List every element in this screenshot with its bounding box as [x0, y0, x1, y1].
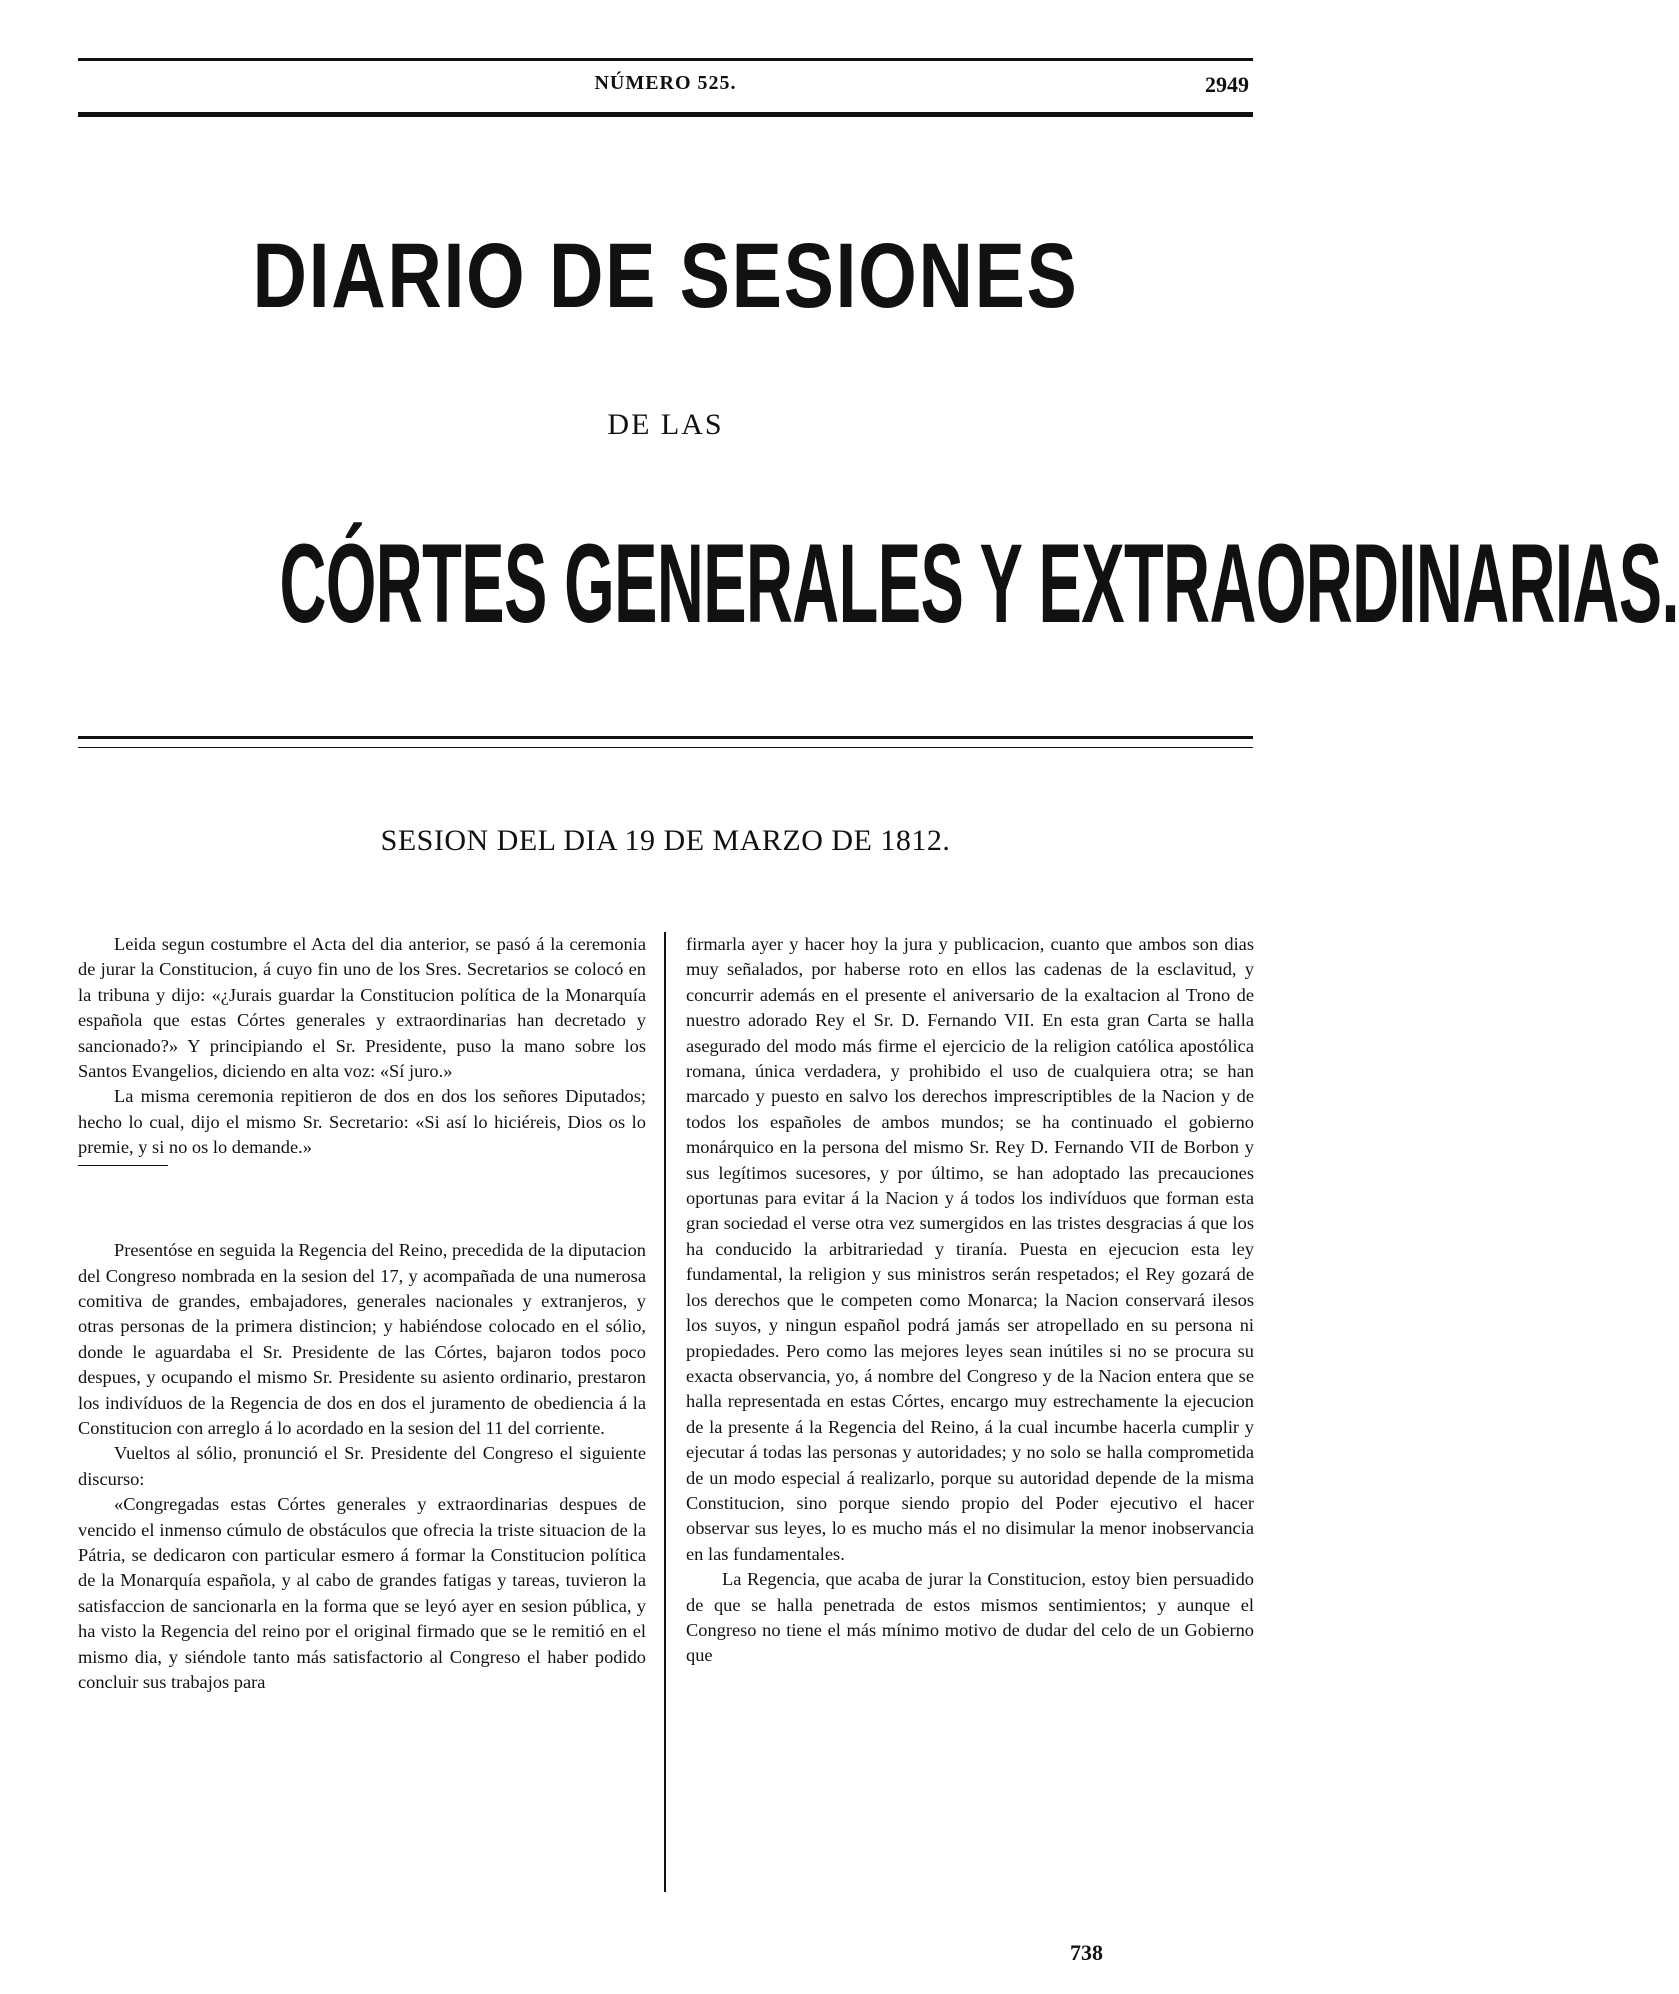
header-rule	[78, 112, 1253, 117]
paragraph: «Congregadas estas Córtes generales y extraordinarias despues de vencido el inmenso cúmulo de obstáculos que ofrecia la triste situacion de la Pátria, se dedicaron con particular esmero á formar la Constitucion política de la Monarquía española, y al cabo de grandes fatigas y tareas, tuvieron la satisfaccion de sancionarla en la forma que se leyó ayer en sesion pública, y ha visto la Regencia del reino por el original firmado que se le remitió en el mismo dia, y siéndole tanto más satisfactorio al Congreso el haber podido concluir sus trabajos para	[78, 1494, 646, 1693]
left-column	[78, 932, 646, 1695]
paragraph: Vueltos al sólio, pronunció el Sr. Presidente del Congreso el siguiente discurso:	[78, 1443, 646, 1489]
signature-number: 738	[1070, 1940, 1103, 1965]
masthead-subtitle: DE LAS	[607, 408, 724, 441]
top-rule	[78, 58, 1253, 61]
masthead-institution: CÓRTES GENERALES Y EXTRAORDINARIAS.	[279, 521, 1679, 646]
issue-number: NÚMERO 525.	[594, 72, 737, 94]
paragraph: Presentóse en seguida la Regencia del Reino, precedida de la diputacion del Congreso nombrada en la sesion del 17, y acompañada de una numerosa comitiva de grandes, embajadores, generales nacionales y extranjeros, y otras personas de la primera distincion; y habiéndose colocado en el sólio, donde le aguardaba el Sr. Presidente de las Córtes, bajaron todos poco despues, y ocupando el mismo Sr. Presidente su asiento ordinario, prestaron los indivíduos de la Regencia de dos en dos el juramento de obediencia á la Constitucion con arreglo á lo acordado en la sesion del 11 del corriente.	[78, 1240, 646, 1438]
paragraph: La Regencia, que acaba de jurar la Constitucion, estoy bien persuadido de que se halla penetrada de estos mismos sentimientos; y aunque el Congreso no tiene el más mínimo motivo de dudar del celo de un Gobierno que	[686, 1569, 1254, 1666]
masthead-title: DIARIO DE SESIONES	[252, 225, 1079, 327]
paragraph: La misma ceremonia repitieron de dos en dos los señores Diputados; hecho lo cual, dijo el mismo Sr. Secretario: «Si así lo hiciéreis, Dios os lo premie, y si no os lo demande.»	[78, 1086, 646, 1158]
paragraph: Leida segun costumbre el Acta del dia anterior, se pasó á la ceremonia de jurar la Constitucion, á cuyo fin uno de los Sres. Secretarios se colocó en la tribuna y dijo: «¿Jurais guardar la Constitucion política de la Monarquía española que estas Córtes generales y extraordinarias han decretado y sancionado?» Y principiando el Sr. Presidente, puso la mano sobre los Santos Evangelios, diciendo en alta voz: «Sí juro.»	[78, 934, 646, 1082]
masthead-divider	[78, 736, 1253, 748]
running-header	[78, 72, 1253, 100]
paragraph: firmarla ayer y hacer hoy la jura y publicacion, cuanto que ambos son dias muy señalados, por haberse roto en ellos las cadenas de la esclavitud, y concurrir además en el presente el aniversario de la exaltacion al Trono de nuestro adorado Rey el Sr. D. Fernando VII. En esta gran Carta se halla asegurado del modo más firme el ejercicio de la religion católica apostólica romana, única verdadera, y prohibido el uso de cualquiera otra; se han marcado y puesto en salvo los derechos imprescriptibles de la Nacion y de todos los españoles de ambos mundos; se ha continuado el gobierno monárquico en la persona del mismo Sr. Rey D. Fernando VII de Borbon y sus legítimos sucesores, y por último, se han adoptado las precauciones oportunas para evitar á la Nacion y á todos los indivíduos que forman esta gran sociedad el verse otra vez sumergidos en las tristes desgracias á que los ha conducido la arbitrariedad y tiranía. Puesta en ejecucion esta ley fundamental, la religion y sus ministros serán respetados; el Rey gozará de los derechos que le competen como Monarca; la Nacion conservará ilesos los suyos, y ningun español podrá jamás ser atropellado en su persona ni propiedades. Pero como las mejores leyes sean inútiles si no se procura su exacta observancia, yo, á nombre del Congreso y de la Nacion entera que se halla representada en estas Córtes, encargo muy estrechamente la ejecucion de la presente á la Regencia del Reino, á la cual incumbe hacerla cumplir y ejecutar á todas las personas y autoridades; y no solo se halla comprometida de un modo especial á realizarlo, porque su autoridad depende de la misma Constitucion, sino porque siendo propio del Poder ejecutivo el hacer observar sus leyes, lo es mucho más el no disimular la menor inobservancia en las fundamentales.	[686, 934, 1254, 1564]
column-divider	[664, 932, 666, 1892]
right-column	[686, 932, 1254, 1669]
session-title: SESION DEL DIA 19 DE MARZO DE 1812.	[380, 824, 951, 857]
page-number: 2949	[1205, 72, 1249, 97]
